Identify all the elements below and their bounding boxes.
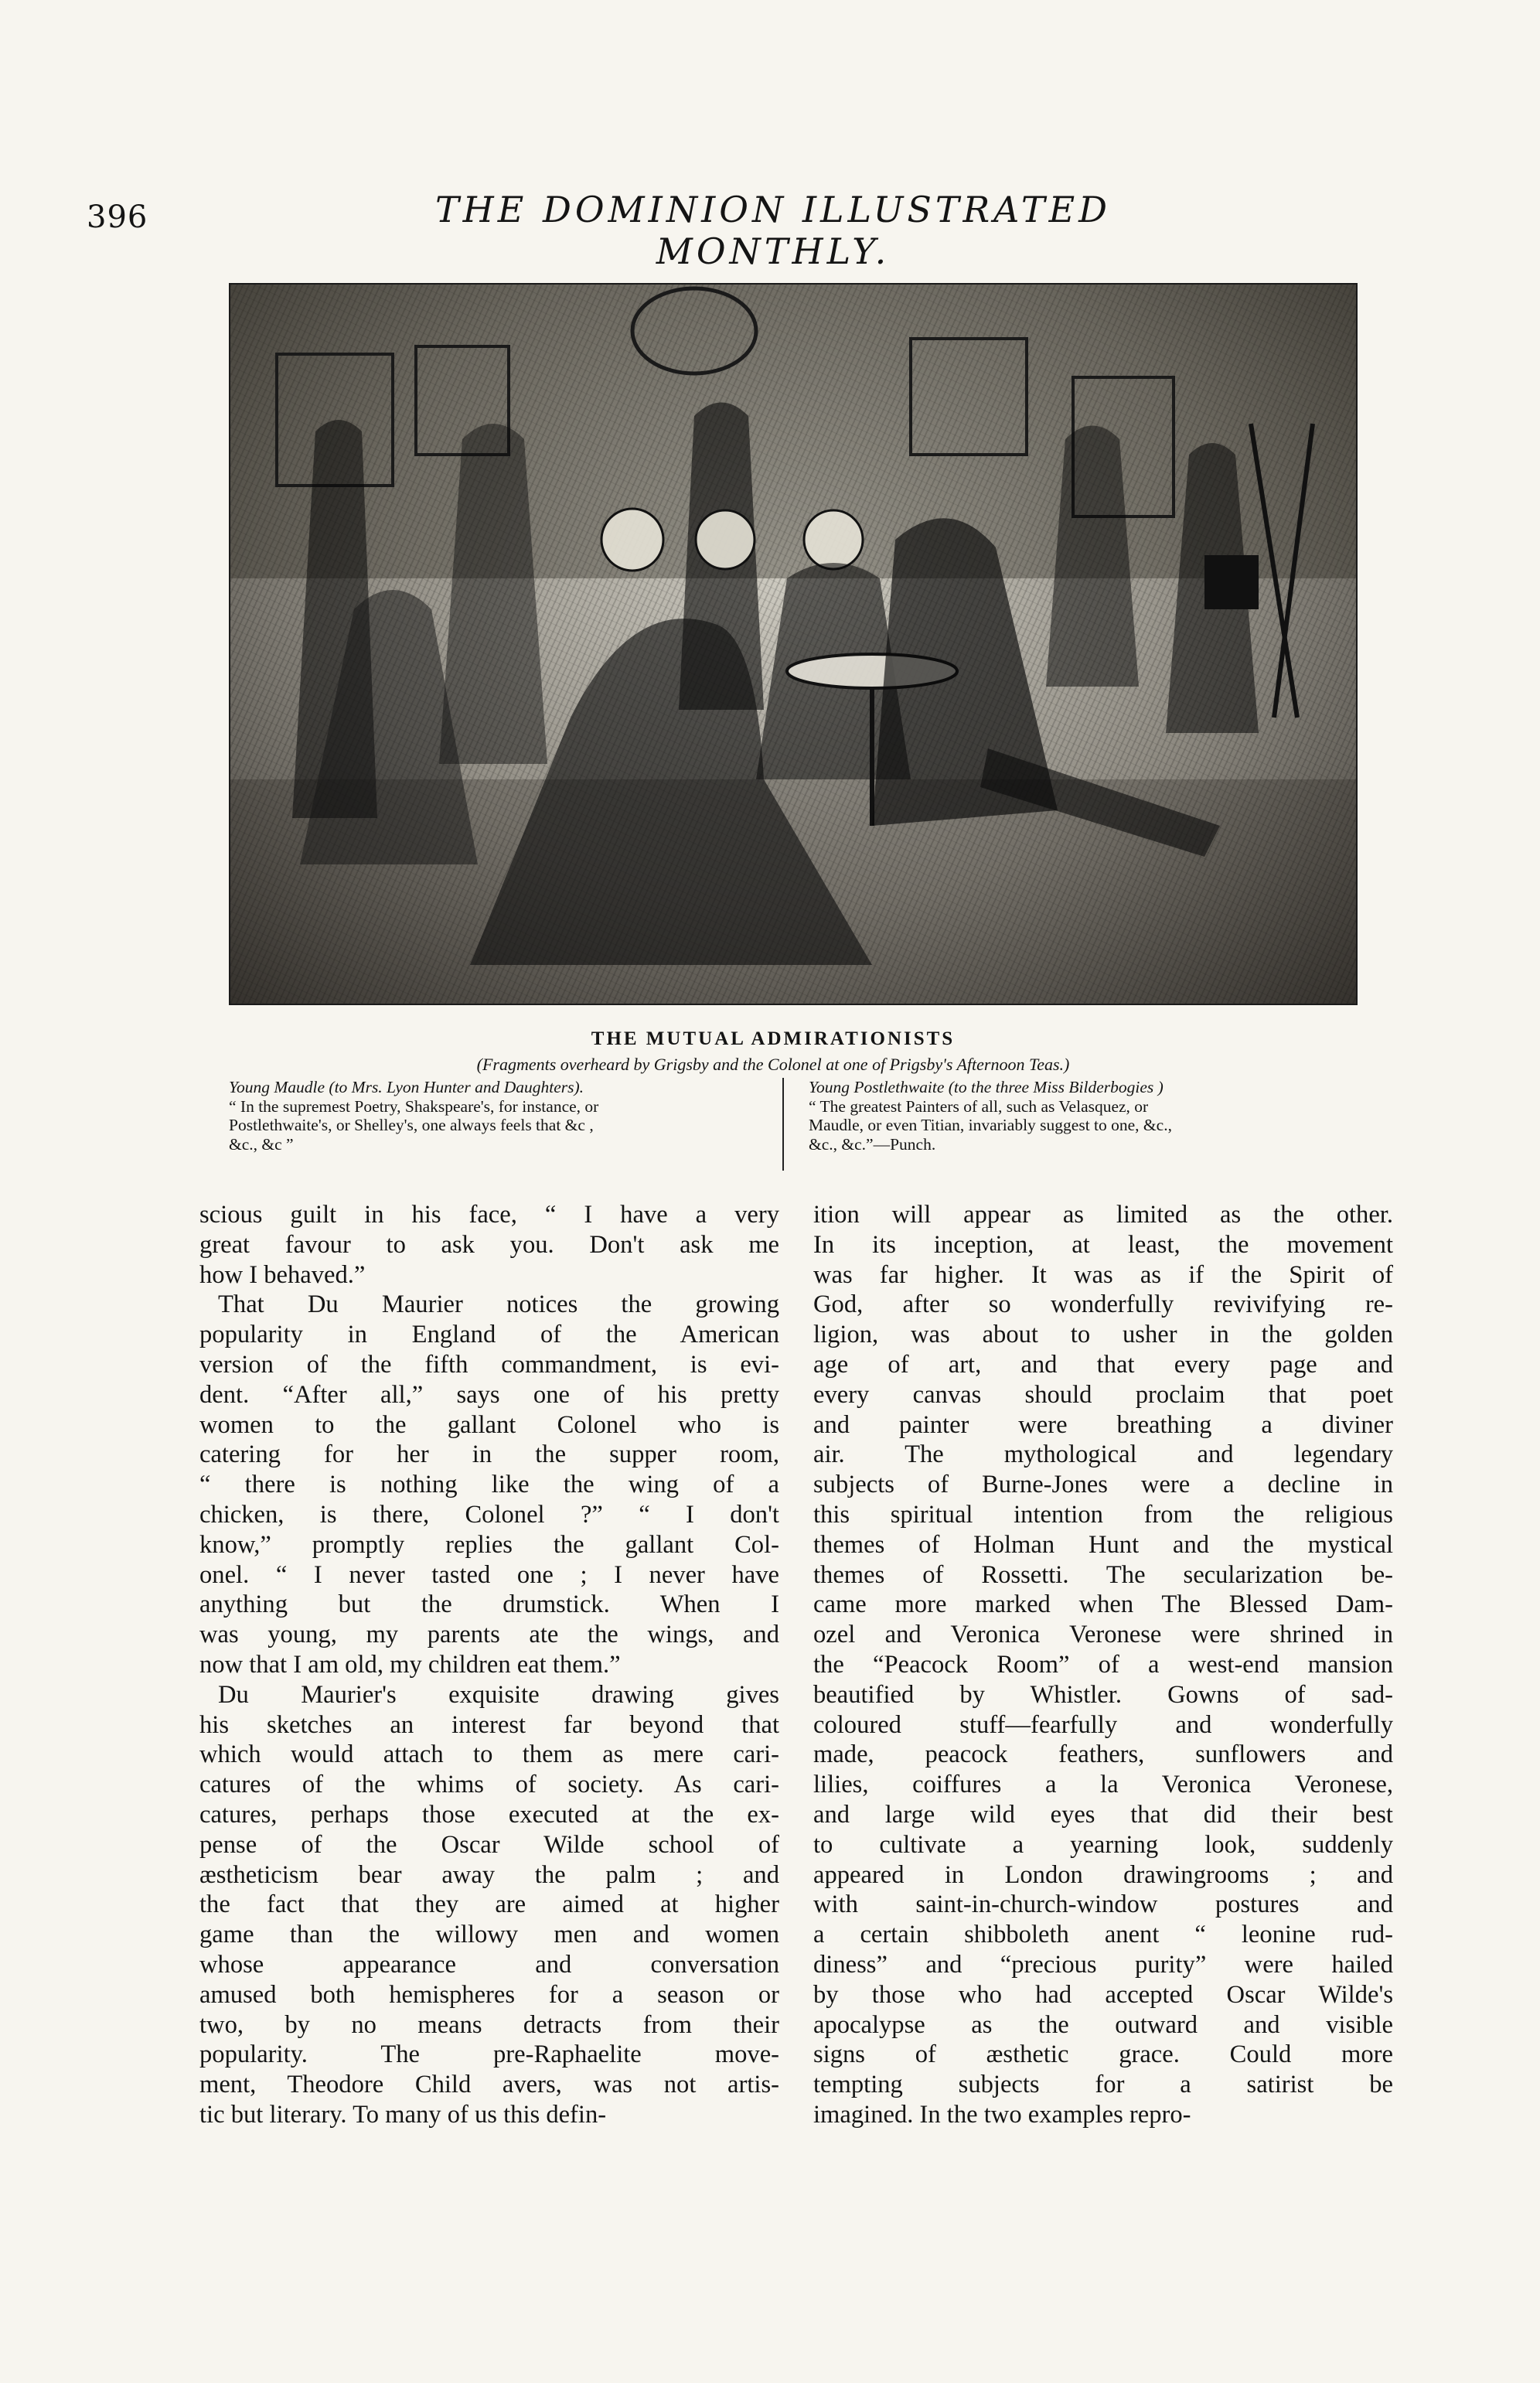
body-left-column xyxy=(199,1200,779,2130)
text-line: and painter were breathing a diviner xyxy=(813,1410,1393,1439)
text-line: amused both hemispheres for a season or xyxy=(199,1980,779,2009)
text-line: subjects of Burne-Jones were a decline in xyxy=(813,1471,1393,1499)
text-line: ment, Theodore Child avers, was not artis- xyxy=(199,2071,779,2099)
text-line: dent. “After all,” says one of his pretty xyxy=(199,1380,779,1409)
caption-right-line: “ The greatest Painters of all, such as Velasquez, or xyxy=(809,1096,1149,1116)
text-line: made, peacock feathers, sunflowers and xyxy=(813,1740,1393,1769)
text-line: his sketches an interest far beyond that xyxy=(199,1710,779,1739)
text-line: apocalypse as the outward and visible xyxy=(813,2010,1393,2039)
running-title: THE DOMINION ILLUSTRATED MONTHLY. xyxy=(434,189,1112,272)
text-line: chicken, is there, Colonel ?” “ I don't xyxy=(199,1500,779,1529)
text-line: every canvas should proclaim that poet xyxy=(813,1380,1393,1409)
text-line: great favour to ask you. Don't ask me xyxy=(199,1230,779,1259)
illustration xyxy=(229,283,1358,1005)
text-line: catering for her in the supper room, xyxy=(199,1440,779,1469)
text-line: signs of æsthetic grace. Could more xyxy=(813,2040,1393,2069)
text-line: In its inception, at least, the movement xyxy=(813,1230,1393,1259)
caption-left-line: “ In the supremest Poetry, Shakspeare's, for instance, or xyxy=(229,1096,599,1116)
text-line: pense of the Oscar Wilde school of xyxy=(199,1830,779,1859)
caption-divider xyxy=(782,1078,784,1171)
text-line: now that I am old, my children eat them.” xyxy=(199,1650,621,1679)
text-line: anything but the drumstick. When I xyxy=(199,1590,779,1619)
text-line: with saint-in-church-window postures and xyxy=(813,1890,1393,1919)
text-line: That Du Maurier notices the growing xyxy=(218,1290,779,1319)
text-line: themes of Rossetti. The secularization be- xyxy=(813,1560,1393,1589)
text-line: the fact that they are aimed at higher xyxy=(199,1890,779,1919)
caption-right-line: &c., &c.”—Punch. xyxy=(809,1134,936,1154)
text-line: by those who had accepted Oscar Wilde's xyxy=(813,1980,1393,2009)
caption-left-line: &c., &c ” xyxy=(229,1134,294,1154)
text-line: to cultivate a yearning look, suddenly xyxy=(813,1830,1393,1859)
text-line: tempting subjects for a satirist be xyxy=(813,2071,1393,2099)
text-line: catures of the whims of society. As cari- xyxy=(199,1771,779,1799)
text-line: the “Peacock Room” of a west-end mansion xyxy=(813,1650,1393,1679)
text-line: popularity. The pre-Raphaelite move- xyxy=(199,2040,779,2069)
text-line: which would attach to them as mere cari- xyxy=(199,1740,779,1769)
text-line: whose appearance and conversation xyxy=(199,1950,779,1979)
text-line: was young, my parents ate the wings, and xyxy=(199,1621,779,1649)
text-line: catures, perhaps those executed at the ex- xyxy=(199,1800,779,1829)
engraving-illustration-icon xyxy=(230,285,1356,1004)
text-line: age of art, and that every page and xyxy=(813,1350,1393,1379)
text-line: scious guilt in his face, “ I have a very xyxy=(199,1201,779,1229)
text-line: and large wild eyes that did their best xyxy=(813,1800,1393,1829)
text-line: two, by no means detracts from their xyxy=(199,2010,779,2039)
caption-left-line: Postlethwaite's, or Shelley's, one always feels that &c , xyxy=(229,1116,594,1134)
caption-right-speaker: Young Postlethwaite (to the three Miss Bilderbogies ) xyxy=(809,1078,1164,1096)
text-line: ozel and Veronica Veronese were shrined in xyxy=(813,1621,1393,1649)
body-right-column xyxy=(813,1200,1393,2130)
text-line: appeared in London drawingrooms ; and xyxy=(813,1860,1393,1889)
text-line: women to the gallant Colonel who is xyxy=(199,1410,779,1439)
text-line: this spiritual intention from the religious xyxy=(813,1500,1393,1529)
caption-title: THE MUTUAL ADMIRATIONISTS xyxy=(591,1028,956,1049)
text-line: beautified by Whistler. Gowns of sad- xyxy=(813,1680,1393,1709)
text-line: coloured stuff—fearfully and wonderfully xyxy=(813,1710,1393,1739)
text-line: lilies, coiffures a la Veronica Veronese, xyxy=(813,1771,1393,1799)
text-line: Du Maurier's exquisite drawing gives xyxy=(218,1680,779,1709)
caption-right-line: Maudle, or even Titian, invariably suggest to one, &c., xyxy=(809,1116,1172,1134)
text-line: diness” and “precious purity” were hailed xyxy=(813,1950,1393,1979)
caption-subtitle: (Fragments overheard by Grigsby and the Colonel at one of Prigsby's Afternoon Teas.) xyxy=(476,1055,1070,1074)
text-line: a certain shibboleth anent “ leonine rud- xyxy=(813,1921,1393,1949)
text-line: how I behaved.” xyxy=(199,1260,366,1289)
text-line: themes of Holman Hunt and the mystical xyxy=(813,1530,1393,1559)
text-line: onel. “ I never tasted one ; I never have xyxy=(199,1560,779,1589)
text-line: game than the willowy men and women xyxy=(199,1921,779,1949)
text-line: imagined. In the two examples repro- xyxy=(813,2100,1191,2129)
text-line: version of the fifth commandment, is evi- xyxy=(199,1350,779,1379)
caption-right xyxy=(809,1078,1350,1154)
text-line: God, after so wonderfully revivifying re- xyxy=(813,1290,1393,1319)
text-line: was far higher. It was as if the Spirit of xyxy=(813,1260,1393,1289)
caption-left xyxy=(229,1078,770,1154)
text-line: ition will appear as limited as the other. xyxy=(813,1201,1393,1229)
text-line: “ there is nothing like the wing of a xyxy=(199,1471,779,1499)
text-line: tic but literary. To many of us this defin- xyxy=(199,2100,607,2129)
text-line: know,” promptly replies the gallant Col- xyxy=(199,1530,779,1559)
caption-left-speaker: Young Maudle (to Mrs. Lyon Hunter and Daughters). xyxy=(229,1078,584,1096)
text-line: came more marked when The Blessed Dam- xyxy=(813,1590,1393,1619)
page-number: 396 xyxy=(87,199,148,235)
text-line: air. The mythological and legendary xyxy=(813,1440,1393,1469)
text-line: popularity in England of the American xyxy=(199,1321,779,1349)
text-line: ligion, was about to usher in the golden xyxy=(813,1321,1393,1349)
text-line: æstheticism bear away the palm ; and xyxy=(199,1860,779,1889)
